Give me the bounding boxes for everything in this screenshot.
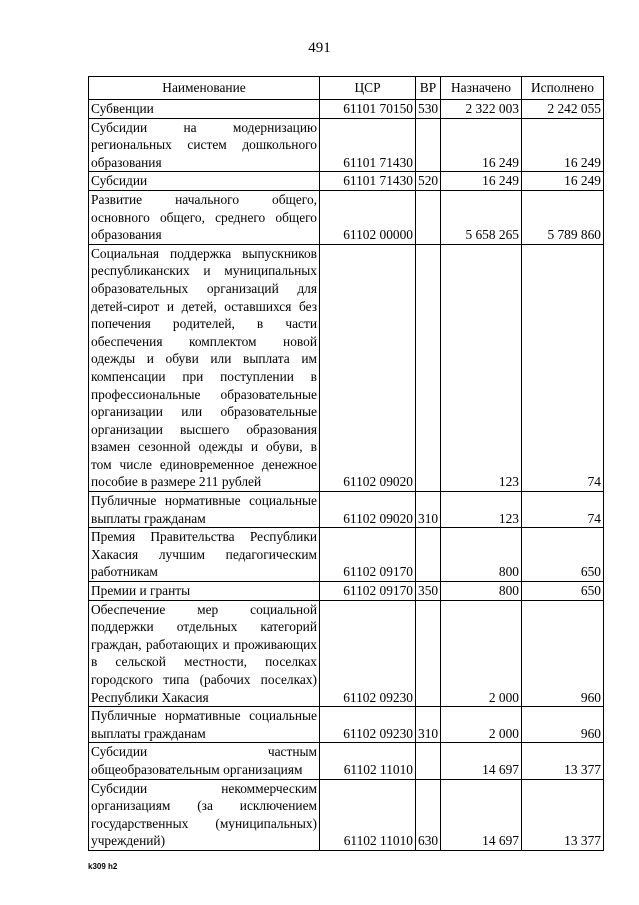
- footer-code: k309 h2: [88, 862, 118, 871]
- row-name: Субвенции: [89, 100, 320, 119]
- row-planned: 123: [441, 244, 522, 491]
- row-name: Премии и гранты: [89, 582, 320, 601]
- table-body: [89, 100, 604, 851]
- table-row: [89, 600, 604, 707]
- row-vr: 520: [416, 172, 441, 191]
- row-planned: 5 658 265: [441, 190, 522, 244]
- header-executed: Исполнено: [522, 77, 604, 100]
- row-name: Премия Правительства Республики Хакасия лучшим педагогическим работникам: [89, 528, 320, 582]
- row-name: Субсидии частным общеобразовательным организациям: [89, 743, 320, 779]
- table-row: [89, 779, 604, 850]
- row-executed: 650: [522, 528, 604, 582]
- row-csr: 61102 09170: [320, 528, 416, 582]
- row-planned: 2 000: [441, 707, 522, 743]
- row-vr: [416, 118, 441, 172]
- row-planned: 14 697: [441, 743, 522, 779]
- row-vr: 350: [416, 582, 441, 601]
- row-name: Публичные нормативные социальные выплаты гражданам: [89, 707, 320, 743]
- row-executed: 13 377: [522, 743, 604, 779]
- row-planned: 2 322 003: [441, 100, 522, 119]
- row-vr: [416, 244, 441, 491]
- row-planned: 16 249: [441, 118, 522, 172]
- row-name: Развитие начального общего, основного общего, среднего общего образования: [89, 190, 320, 244]
- row-csr: 61102 11010: [320, 779, 416, 850]
- table-row: [89, 100, 604, 119]
- row-name: Социальная поддержка выпускников республиканских и муниципальных образовательных организаций для детей-сирот и детей, оставшихся без попечения родителей, в части обеспечения комплектом новой одежды и обуви или выплата им компенсации при поступлении в профессиональные образовательные организации или образовательные организации высшего образования взамен сезонной одежды и обуви, в том числе единовременное денежное пособие в размере 211 рублей: [89, 244, 320, 491]
- header-vr: ВР: [416, 77, 441, 100]
- row-vr: [416, 600, 441, 707]
- row-csr: 61102 11010: [320, 743, 416, 779]
- row-vr: 310: [416, 492, 441, 528]
- row-name: Субсидии на модернизацию региональных систем дошкольного образования: [89, 118, 320, 172]
- header-name: Наименование: [89, 77, 320, 100]
- page-number: 491: [308, 40, 331, 56]
- row-executed: 13 377: [522, 779, 604, 850]
- table-row: [89, 528, 604, 582]
- row-executed: 16 249: [522, 118, 604, 172]
- row-name: Публичные нормативные социальные выплаты гражданам: [89, 492, 320, 528]
- row-planned: 2 000: [441, 600, 522, 707]
- row-executed: 960: [522, 707, 604, 743]
- row-name: Субсидии: [89, 172, 320, 191]
- table-row: [89, 492, 604, 528]
- table-row: [89, 244, 604, 491]
- row-csr: 61102 00000: [320, 190, 416, 244]
- row-csr: 61102 09230: [320, 600, 416, 707]
- table-row: [89, 743, 604, 779]
- row-csr: 61101 71430: [320, 118, 416, 172]
- row-planned: 800: [441, 582, 522, 601]
- row-planned: 800: [441, 528, 522, 582]
- table-header-row: [89, 77, 604, 100]
- table-row: [89, 582, 604, 601]
- row-executed: 16 249: [522, 172, 604, 191]
- row-planned: 14 697: [441, 779, 522, 850]
- row-executed: 74: [522, 492, 604, 528]
- row-csr: 61101 71430: [320, 172, 416, 191]
- row-csr: 61102 09020: [320, 492, 416, 528]
- row-csr: 61102 09230: [320, 707, 416, 743]
- row-planned: 123: [441, 492, 522, 528]
- row-vr: [416, 190, 441, 244]
- row-vr: 310: [416, 707, 441, 743]
- row-planned: 16 249: [441, 172, 522, 191]
- row-csr: 61102 09170: [320, 582, 416, 601]
- row-vr: 530: [416, 100, 441, 119]
- row-vr: 630: [416, 779, 441, 850]
- table-row: [89, 118, 604, 172]
- row-csr: 61102 09020: [320, 244, 416, 491]
- row-vr: [416, 743, 441, 779]
- header-csr: ЦСР: [320, 77, 416, 100]
- row-executed: 74: [522, 244, 604, 491]
- row-executed: 960: [522, 600, 604, 707]
- row-executed: 2 242 055: [522, 100, 604, 119]
- row-vr: [416, 528, 441, 582]
- row-name: Субсидии некоммерческим организациям (за исключением государственных (муниципальных) учреждений): [89, 779, 320, 850]
- row-name: Обеспечение мер социальной поддержки отдельных категорий граждан, работающих и проживающих в сельской местности, поселках городского типа (рабочих поселках) Республики Хакасия: [89, 600, 320, 707]
- table-row: [89, 190, 604, 244]
- table-row: [89, 172, 604, 191]
- table-row: [89, 707, 604, 743]
- row-executed: 650: [522, 582, 604, 601]
- row-csr: 61101 70150: [320, 100, 416, 119]
- row-executed: 5 789 860: [522, 190, 604, 244]
- header-planned: Назначено: [441, 77, 522, 100]
- budget-table: [88, 76, 604, 851]
